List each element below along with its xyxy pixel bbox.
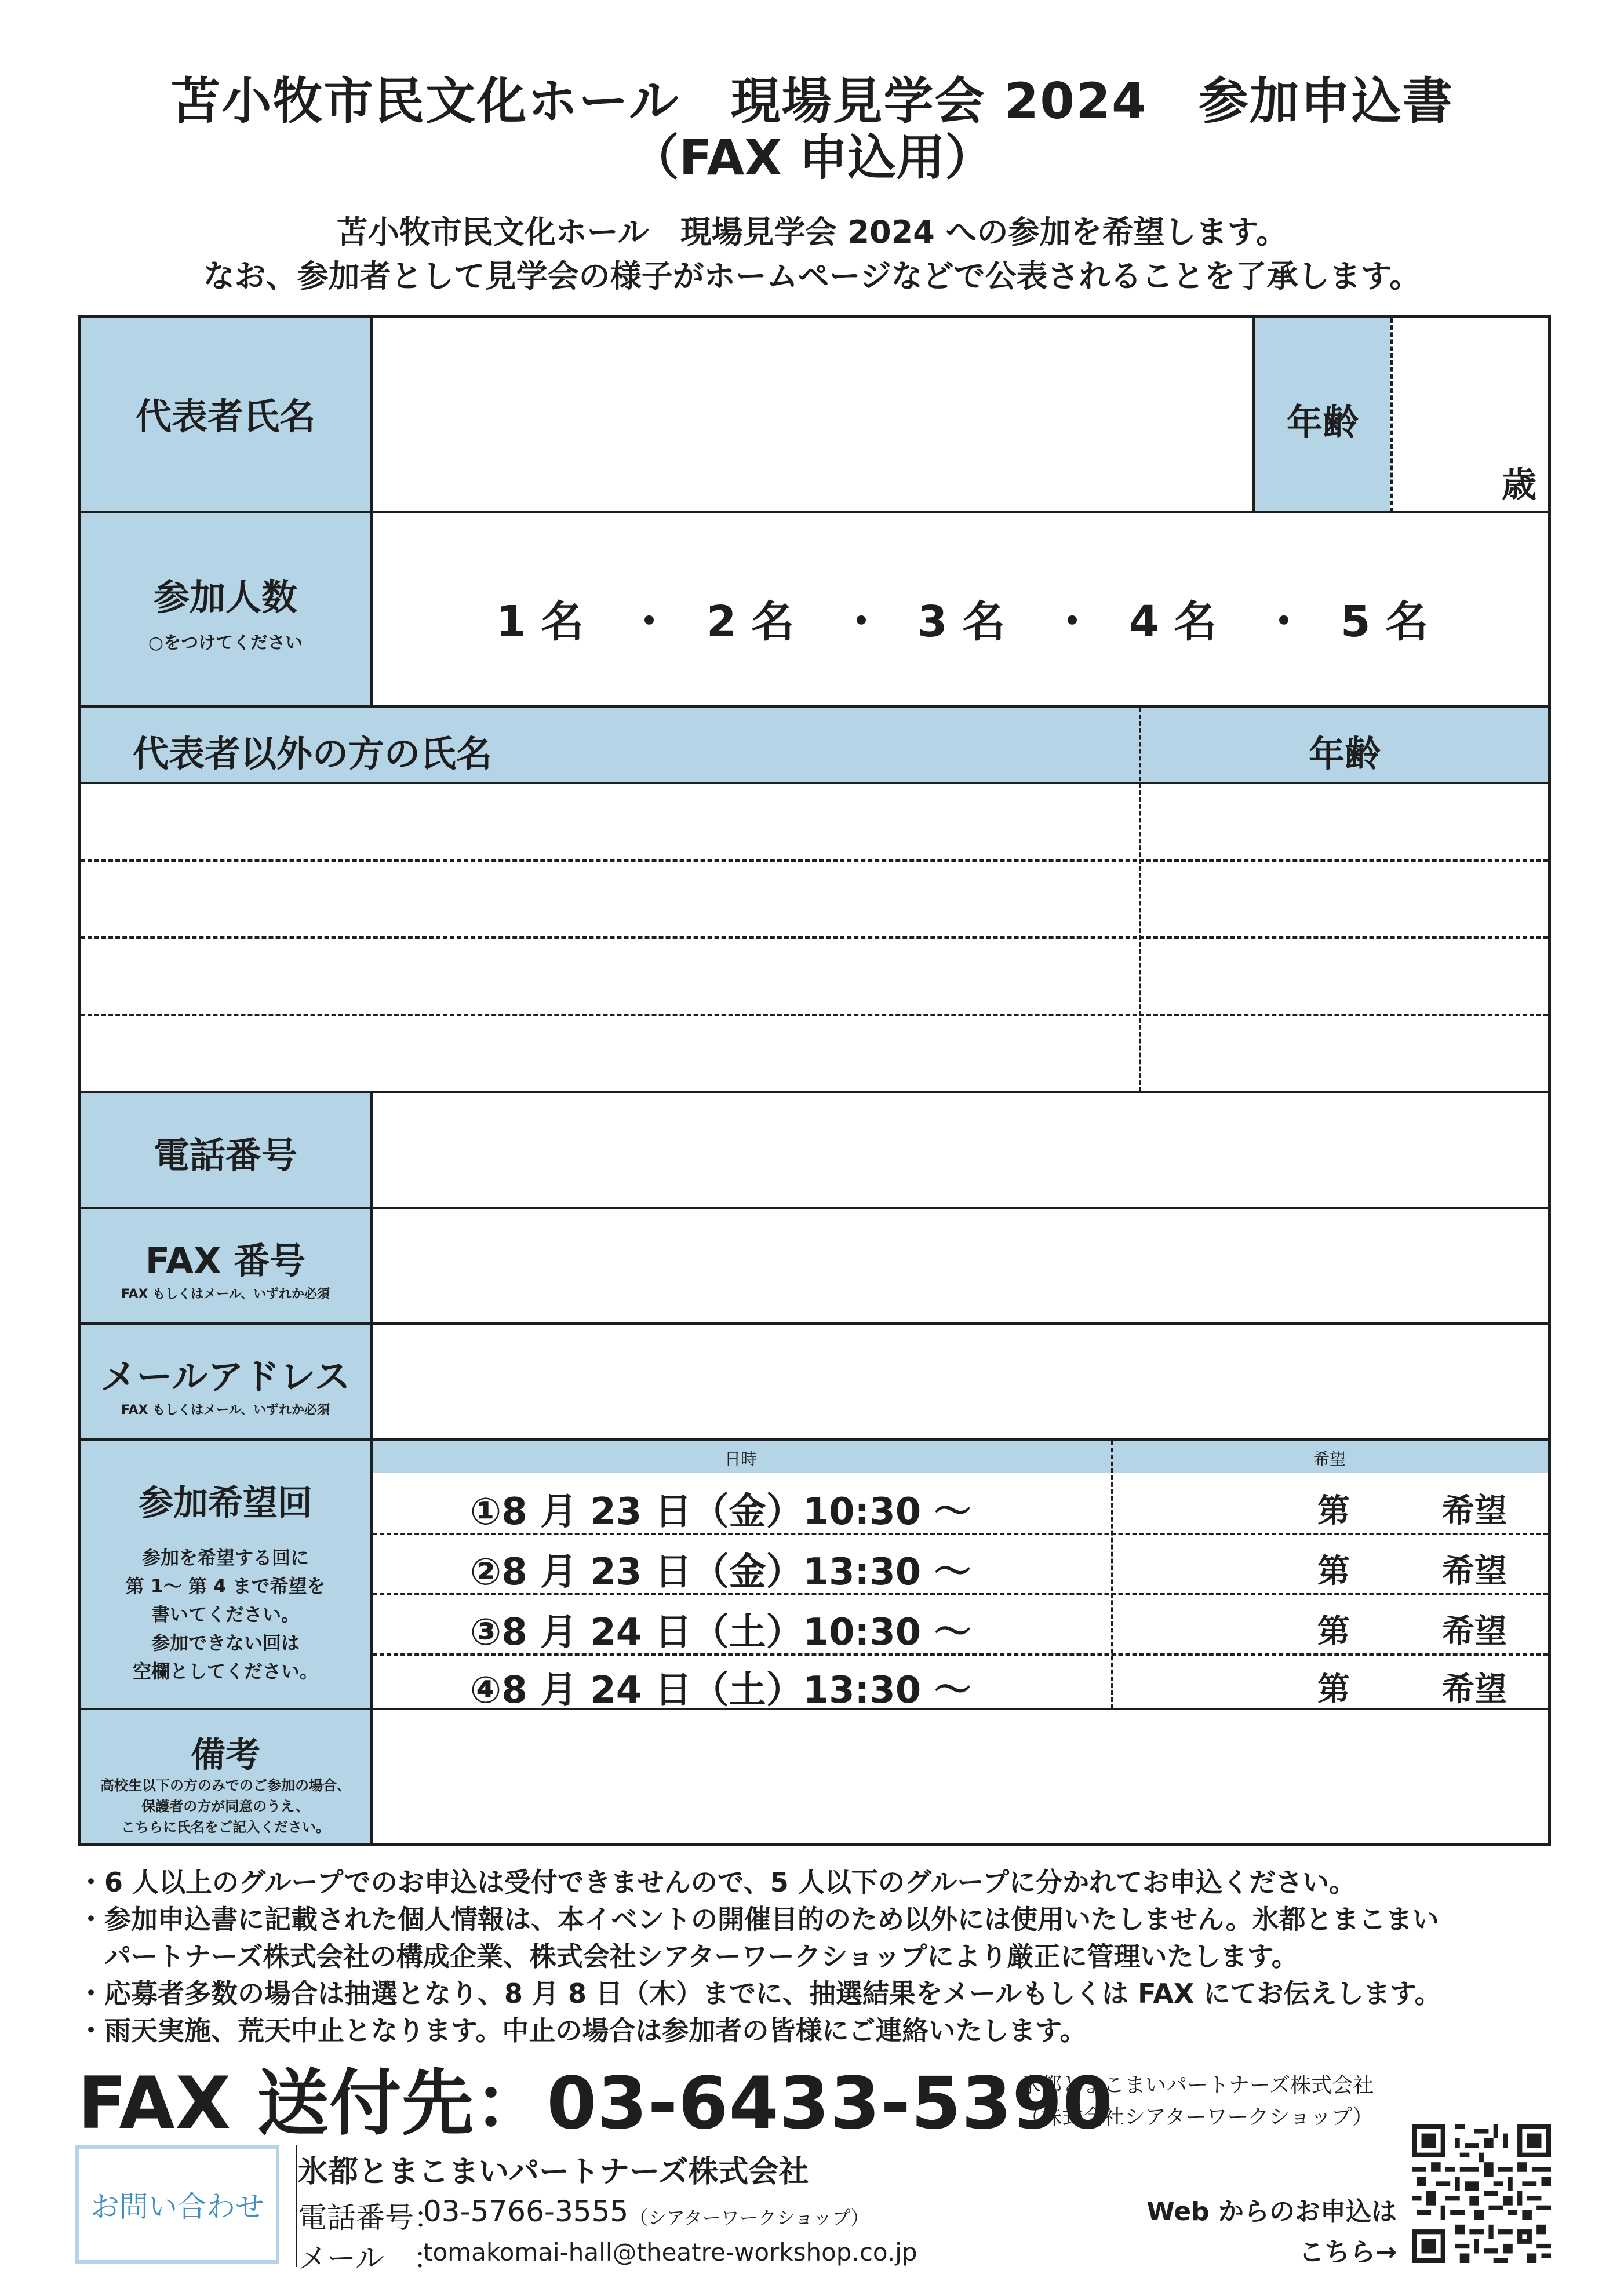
option-5[interactable]: 5 名 <box>1341 597 1429 647</box>
fax-label: FAX 番号 <box>145 1240 306 1282</box>
session-kibou: 希望 <box>1442 1613 1507 1650</box>
age-label: 年齢 <box>1286 401 1359 443</box>
application-form <box>78 315 1551 1846</box>
session-row-4 <box>373 1656 1548 1712</box>
fax-input[interactable] <box>373 1209 1548 1322</box>
sessions-head-date: 日時 <box>724 1449 757 1468</box>
representative-name-label-cell <box>81 318 370 512</box>
session-preference-input[interactable] <box>1381 1659 1433 1705</box>
other-name-input-2[interactable] <box>81 862 1139 936</box>
representative-name-input[interactable] <box>373 318 1252 512</box>
session-preference-input[interactable] <box>1381 1478 1433 1525</box>
option-separator: ・ <box>628 597 671 647</box>
session-preference-input[interactable] <box>1381 1541 1433 1587</box>
age-label-cell <box>1255 318 1390 512</box>
session-dai: 第 <box>1317 1552 1350 1590</box>
contact-phone-label: 電話番号： <box>298 2201 443 2235</box>
others-header <box>81 708 1548 782</box>
sessions-note-line: 書いてください。 <box>151 1603 300 1626</box>
sessions-label: 参加希望回 <box>139 1483 312 1524</box>
session-kibou: 希望 <box>1442 1492 1507 1530</box>
session-dai: 第 <box>1317 1492 1350 1530</box>
other-name-input-3[interactable] <box>81 939 1139 1013</box>
contact-email-link[interactable]: tomakomai-hall@theatre-workshop.co.jp <box>423 2238 917 2266</box>
intro-line-2: なお、参加者として見学会の様子がホームページなどで公表されることを了承します。 <box>203 258 1421 294</box>
contact-mail-label: メール ： <box>298 2242 442 2275</box>
remarks-input[interactable] <box>373 1710 1548 1843</box>
web-apply-arrow-text: こちら→ <box>1299 2237 1397 2267</box>
participants-options <box>373 513 1548 705</box>
intro-line-1: 苫小牧市民文化ホール 現場見学会 2024 への参加を希望します。 <box>336 214 1288 250</box>
contact-phone-note: （シアターワークショップ） <box>629 2207 869 2229</box>
note-line: ・雨天実施、荒天中止となります。中止の場合は参加者の皆様にご連絡いたします。 <box>78 2015 1087 2046</box>
web-apply-text: Web からのお申込は <box>1146 2197 1397 2226</box>
session-kibou: 希望 <box>1442 1552 1507 1590</box>
other-age-input-3[interactable] <box>1141 939 1548 1013</box>
divider-vertical <box>370 1092 373 1843</box>
note-line: ・応募者多数の場合は抽選となり、8 月 8 日（木）までに、抽選結果をメールもしくは FAX にてお伝えします。 <box>78 1978 1441 2009</box>
fax-company-sub: （株式会社シアターワークショップ） <box>1020 2105 1374 2129</box>
sessions-note-line: 参加を希望する回に <box>141 1547 309 1569</box>
contact-company: 氷都とまこまいパートナーズ株式会社 <box>298 2155 809 2189</box>
other-age-input-1[interactable] <box>1141 784 1548 858</box>
remarks-label: 備考 <box>191 1735 260 1776</box>
remarks-note-line: 高校生以下の方のみでのご参加の場合、 <box>100 1777 351 1794</box>
other-name-input-4[interactable] <box>81 1016 1139 1090</box>
title-line-2: （FAX 申込用） <box>630 129 994 186</box>
phone-input[interactable] <box>373 1093 1548 1207</box>
phone-label-cell <box>81 1093 370 1207</box>
option-3[interactable]: 3 名 <box>917 597 1006 647</box>
sessions-note-line: 第 1～ 第 4 まで希望を <box>125 1575 326 1597</box>
sessions-note <box>81 1544 370 1686</box>
other-age-input-2[interactable] <box>1141 862 1548 936</box>
session-row-1 <box>373 1473 1548 1533</box>
divider-vertical <box>370 318 373 512</box>
participants-label-cell <box>81 513 370 705</box>
contact-label-box <box>75 2145 279 2264</box>
email-label: メールアドレス <box>100 1355 351 1398</box>
sessions-header <box>373 1441 1548 1473</box>
contact-label: お問い合わせ <box>90 2190 264 2224</box>
option-4[interactable]: 4 名 <box>1129 597 1217 647</box>
session-dai: 第 <box>1317 1671 1350 1708</box>
participants-label: 参加人数 <box>153 576 297 618</box>
fax-destination: FAX 送付先：03-6433-5390 <box>78 2062 1113 2145</box>
fax-note: FAX もしくはメール、いずれか必須 <box>121 1287 330 1302</box>
email-input[interactable] <box>373 1325 1548 1438</box>
representative-name-label: 代表者氏名 <box>135 395 315 438</box>
divider-vertical <box>1139 708 1141 1092</box>
session-date: ②8 月 23 日（金）13:30 ～ <box>470 1551 971 1594</box>
others-age-label: 年齢 <box>1308 732 1381 775</box>
qr-code-icon[interactable] <box>1412 2124 1551 2263</box>
note-line: ・6 人以上のグループでのお申込は受付できませんので、5 人以下のグループに分かれてお申込ください。 <box>78 1867 1356 1898</box>
phone-label: 電話番号 <box>153 1134 297 1176</box>
fax-label-cell <box>81 1209 370 1322</box>
session-row-3 <box>373 1595 1548 1653</box>
sessions-head-pref: 希望 <box>1313 1449 1346 1468</box>
session-kibou: 希望 <box>1442 1671 1507 1708</box>
title-line-1: 苫小牧市民文化ホール 現場見学会 2024 参加申込書 <box>170 72 1454 130</box>
contact-phone[interactable]: 03-5766-3555 <box>423 2195 629 2228</box>
option-separator: ・ <box>1262 597 1305 647</box>
email-label-cell <box>81 1325 370 1438</box>
session-date: ③8 月 24 日（土）10:30 ～ <box>470 1611 971 1654</box>
fax-company: 氷都とまこまいパートナーズ株式会社 <box>1020 2073 1374 2097</box>
session-row-2 <box>373 1535 1548 1593</box>
remarks-note-line: 保護者の方が同意のうえ、 <box>141 1798 309 1814</box>
option-2[interactable]: 2 名 <box>707 597 795 647</box>
note-line: パートナーズ株式会社の構成企業、株式会社シアターワークショップにより厳正に管理いたします。 <box>78 1941 1298 1972</box>
option-1[interactable]: 1 名 <box>496 597 584 647</box>
remarks-label-cell <box>81 1710 370 1843</box>
session-date: ①8 月 23 日（金）10:30 ～ <box>470 1490 971 1533</box>
remarks-note-line: こちらに氏名をご記入ください。 <box>121 1819 330 1835</box>
session-date: ④8 月 24 日（土）13:30 ～ <box>470 1669 971 1712</box>
option-separator: ・ <box>840 597 883 647</box>
sessions-note-line: 空欄としてください。 <box>132 1660 318 1682</box>
sessions-label-cell <box>81 1441 370 1709</box>
participants-note: ○をつけてください <box>148 633 303 653</box>
others-name-label: 代表者以外の方の氏名 <box>133 732 493 775</box>
email-note: FAX もしくはメール、いずれか必須 <box>121 1403 330 1417</box>
session-dai: 第 <box>1317 1613 1350 1650</box>
age-input[interactable] <box>1393 318 1548 512</box>
divider-vertical <box>296 2145 297 2267</box>
note-line: ・参加申込書に記載された個人情報は、本イベントの開催目的のため以外には使用いたしません。氷都とまこまい <box>78 1904 1439 1935</box>
other-name-input-1[interactable] <box>81 784 1139 858</box>
option-separator: ・ <box>1051 597 1094 647</box>
divider-vertical <box>1252 318 1255 512</box>
other-age-input-4[interactable] <box>1141 1016 1548 1090</box>
session-preference-input[interactable] <box>1381 1601 1433 1648</box>
sessions-note-line: 参加できない回は <box>151 1632 300 1654</box>
age-unit: 歳 <box>1502 465 1536 505</box>
divider-vertical <box>1390 318 1393 512</box>
remarks-note <box>81 1775 370 1838</box>
